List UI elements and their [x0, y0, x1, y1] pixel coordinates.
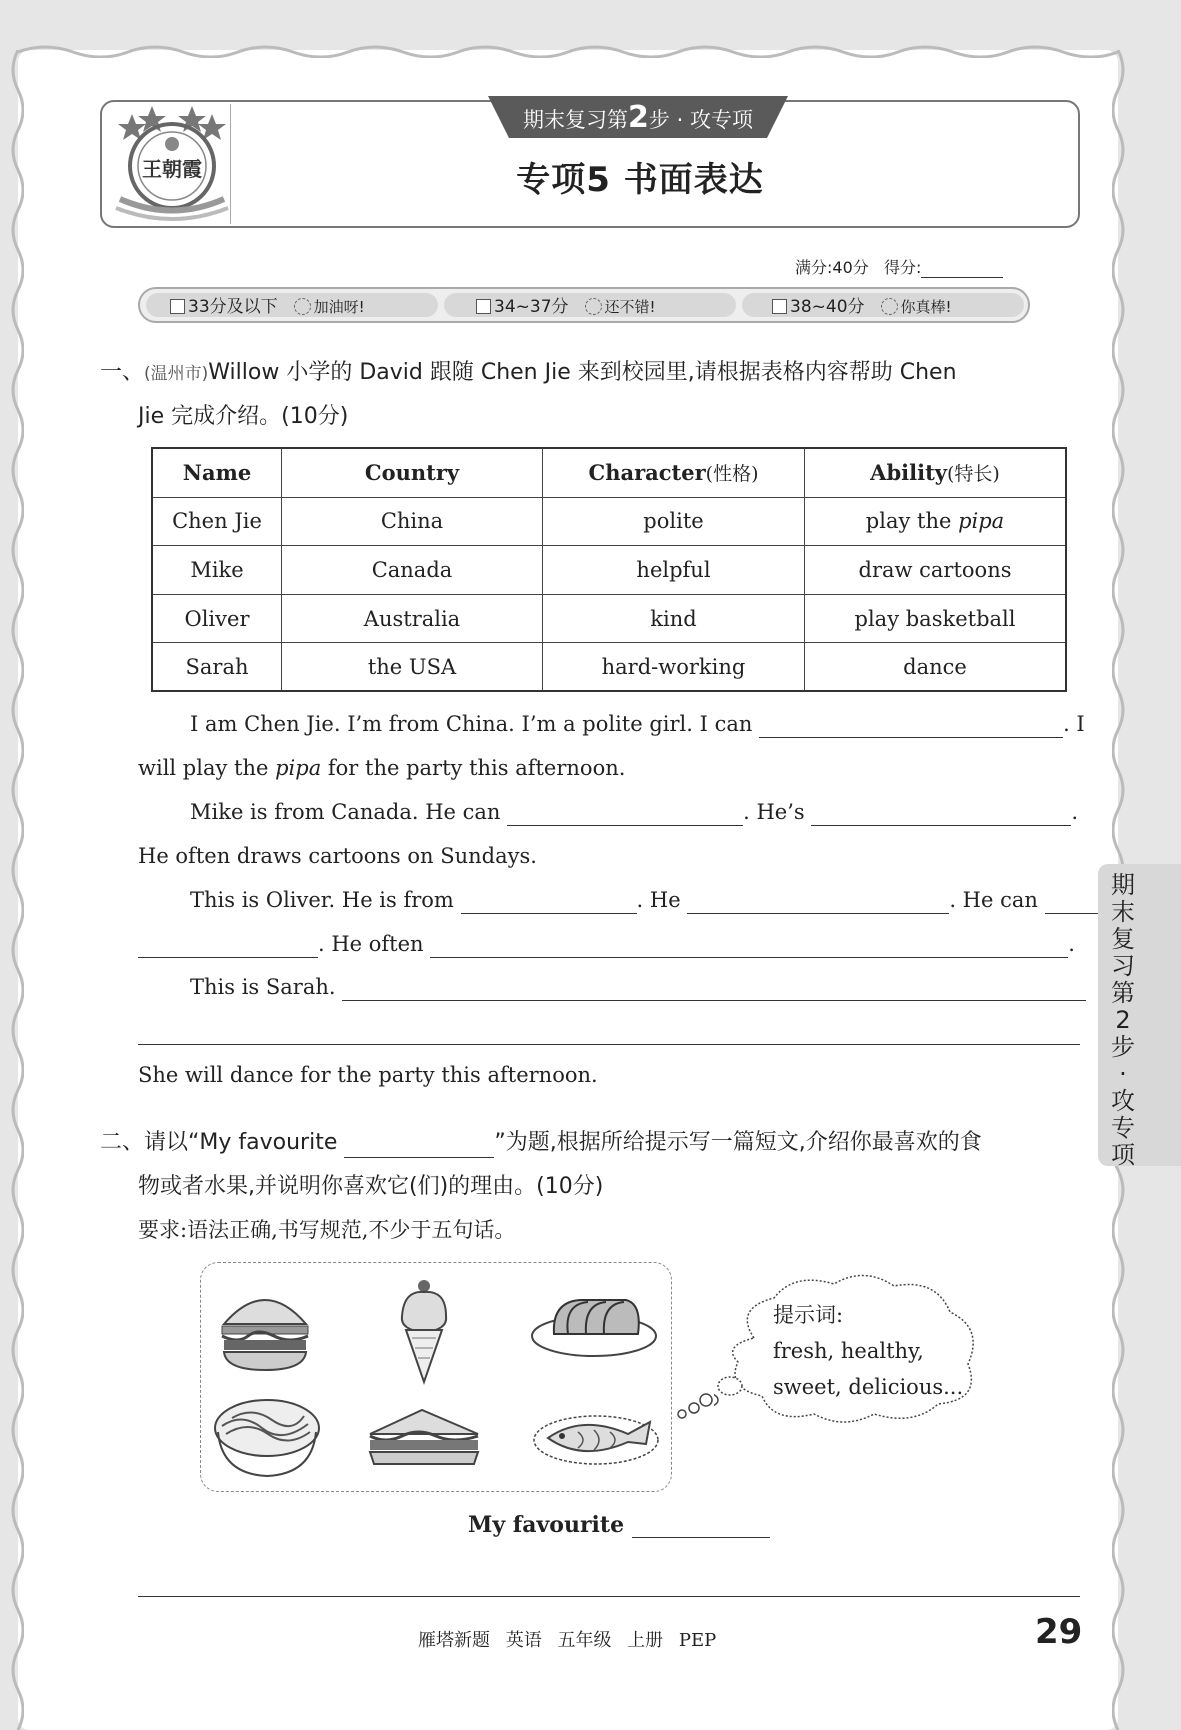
cell-country: Australia [282, 594, 543, 643]
tab-prefix: 期末复习第 [523, 108, 629, 132]
passage-line-7 [190, 973, 1086, 1001]
wavy-top-edge [18, 38, 1118, 58]
table-row [153, 497, 1066, 546]
review-step-label [488, 100, 788, 136]
cell-character: helpful [543, 546, 805, 595]
header-cn: (性格) [705, 463, 759, 486]
cell-name: Sarah [153, 643, 282, 692]
passage-text: Mike is from Canada. He can [190, 800, 501, 824]
hint-words-1: fresh, healthy, [773, 1339, 924, 1363]
footer-rule [138, 1596, 1080, 1597]
q1-source: (温州市) [144, 364, 209, 384]
wavy-left-edge [6, 50, 24, 1730]
cell-name: Oliver [153, 594, 282, 643]
passage-text: . He’s [743, 800, 805, 824]
score-blank[interactable] [921, 262, 1003, 278]
hint-title: 提示词: [773, 1303, 844, 1327]
answer-blank[interactable] [461, 890, 637, 914]
rating-item-1 [170, 293, 365, 321]
header-text: Character [588, 460, 706, 486]
passage-text: will play the [138, 756, 276, 780]
rating-range: 38~40分 [790, 297, 865, 317]
passage-text: . [1071, 800, 1079, 824]
rating-bar [138, 287, 1030, 323]
ability-text: draw cartoons [858, 557, 1012, 582]
header-cn: (特长) [946, 463, 1000, 486]
answer-blank[interactable] [507, 802, 743, 826]
q1-line2: Jie 完成介绍。(10分) [138, 404, 349, 429]
header-text: Country [364, 460, 460, 486]
ability-text: play the [865, 509, 959, 534]
fish-dish-icon [532, 1404, 664, 1470]
passage-line-4: He often draws cartoons on Sundays. [138, 844, 537, 868]
q2-requirement: 要求:语法正确,书写规范,不少于五句话。 [138, 1218, 516, 1242]
passage-line-6 [138, 930, 1075, 958]
noodles-icon [212, 1394, 322, 1480]
hint-words-2: sweet, delicious... [773, 1375, 964, 1399]
passage-text: . He often [318, 932, 424, 956]
passage-text: This is Sarah. [190, 975, 336, 999]
brand-logo [110, 104, 234, 224]
passage-italic: pipa [275, 756, 322, 780]
passage-line-1 [190, 710, 1085, 738]
header-name [153, 449, 282, 498]
essay-title-blank[interactable] [632, 1514, 770, 1538]
cell-character: hard-working [543, 643, 805, 692]
side-tab-label: 期末复习第2步·攻专项 [1111, 871, 1135, 1169]
cell-country: China [282, 497, 543, 546]
ability-text: play basketball [854, 606, 1016, 631]
checkbox[interactable] [772, 299, 787, 314]
ice-cream-icon [394, 1276, 454, 1386]
cell-character: kind [543, 594, 805, 643]
cell-character: polite [543, 497, 805, 546]
answer-blank[interactable] [687, 890, 949, 914]
cell-ability [805, 643, 1066, 692]
tab-step-number: 2 [628, 100, 649, 135]
rating-item-3 [772, 293, 952, 321]
answer-blank[interactable] [342, 977, 1086, 1001]
rating-item-2 [476, 293, 656, 321]
logo-divider [230, 104, 231, 224]
smiley-icon [881, 298, 898, 315]
passage-text: I am Chen Jie. I’m from China. I’m a polite girl. I can [190, 712, 753, 736]
info-table [152, 448, 1066, 692]
passage-line-8: She will dance for the party this afternoon. [138, 1063, 598, 1087]
cell-country: Canada [282, 546, 543, 595]
cell-name: Mike [153, 546, 282, 595]
q2-line1 [100, 1128, 982, 1158]
essay-title-text: My favourite [468, 1512, 625, 1538]
q1-number: 一、 [100, 360, 145, 385]
title-blank[interactable] [344, 1136, 494, 1158]
q2-line2: 物或者水果,并说明你喜欢它(们)的理由。(10分) [138, 1174, 604, 1199]
rating-range: 34~37分 [494, 297, 569, 317]
cell-ability [805, 546, 1066, 595]
page-number: 29 [1035, 1612, 1083, 1652]
q1-text-1: Willow 小学的 David 跟随 Chen Jie 来到校园里,请根据表格内容帮助 Chen [208, 360, 957, 385]
footer-text: 雁塔新题 英语 五年级 上册 PEP [418, 1630, 717, 1651]
checkbox[interactable] [476, 299, 491, 314]
table-row [153, 643, 1066, 692]
answer-blank[interactable] [811, 802, 1071, 826]
rating-range: 33分及以下 [188, 297, 278, 317]
got-score-label: 得分: [884, 258, 922, 277]
smiley-icon [294, 298, 311, 315]
table-row [153, 594, 1066, 643]
ability-text: dance [903, 655, 967, 680]
table-row [153, 546, 1066, 595]
checkbox[interactable] [170, 299, 185, 314]
q1-line1 [100, 358, 957, 389]
cell-ability [805, 594, 1066, 643]
passage-line-5 [190, 886, 1101, 914]
answer-blank[interactable] [1045, 890, 1101, 914]
passage-text: . He can [949, 888, 1038, 912]
answer-blank[interactable] [759, 714, 1063, 738]
answer-line[interactable] [138, 1044, 1080, 1045]
passage-text: for the party this afternoon. [321, 756, 626, 780]
cell-country: the USA [282, 643, 543, 692]
q2-text: ”为题,根据所给提示写一篇短文,介绍你最喜欢的食 [494, 1130, 982, 1155]
bread-icon [530, 1290, 658, 1360]
passage-text: . I [1063, 712, 1085, 736]
essay-title [468, 1512, 770, 1538]
rating-msg: 加油呀! [313, 298, 365, 316]
score-line [795, 255, 1003, 278]
q2-text: 请以“My favourite [144, 1130, 338, 1155]
header-text: Name [182, 460, 252, 486]
answer-blank[interactable] [430, 934, 1068, 958]
section-title: 专项5 书面表达 [516, 160, 764, 200]
rating-msg: 还不错! [604, 298, 656, 316]
header-character [543, 449, 805, 498]
passage-text: . [1068, 932, 1075, 956]
passage-text: This is Oliver. He is from [190, 888, 454, 912]
passage-text: . He [636, 888, 681, 912]
hint-text [773, 1297, 963, 1405]
passage-line-2 [138, 754, 625, 782]
header-text: Ability [870, 460, 947, 486]
header-country [282, 449, 543, 498]
tab-suffix: 步 · 攻专项 [648, 108, 753, 132]
rating-msg: 你真棒! [900, 298, 952, 316]
logo-text: 王朝霞 [142, 157, 202, 181]
passage-line-3 [190, 798, 1078, 826]
q2-number: 二、 [100, 1130, 145, 1155]
ability-italic: pipa [958, 509, 1005, 534]
answer-blank[interactable] [138, 934, 318, 958]
header-ability [805, 449, 1066, 498]
thought-bubbles [676, 1390, 716, 1420]
table-header-row [153, 449, 1066, 498]
cell-name: Chen Jie [153, 497, 282, 546]
smiley-icon [585, 298, 602, 315]
full-score-label: 满分:40分 [795, 258, 869, 277]
cell-ability [805, 497, 1066, 546]
hamburger-icon [218, 1284, 312, 1374]
sandwich-icon [366, 1404, 482, 1470]
